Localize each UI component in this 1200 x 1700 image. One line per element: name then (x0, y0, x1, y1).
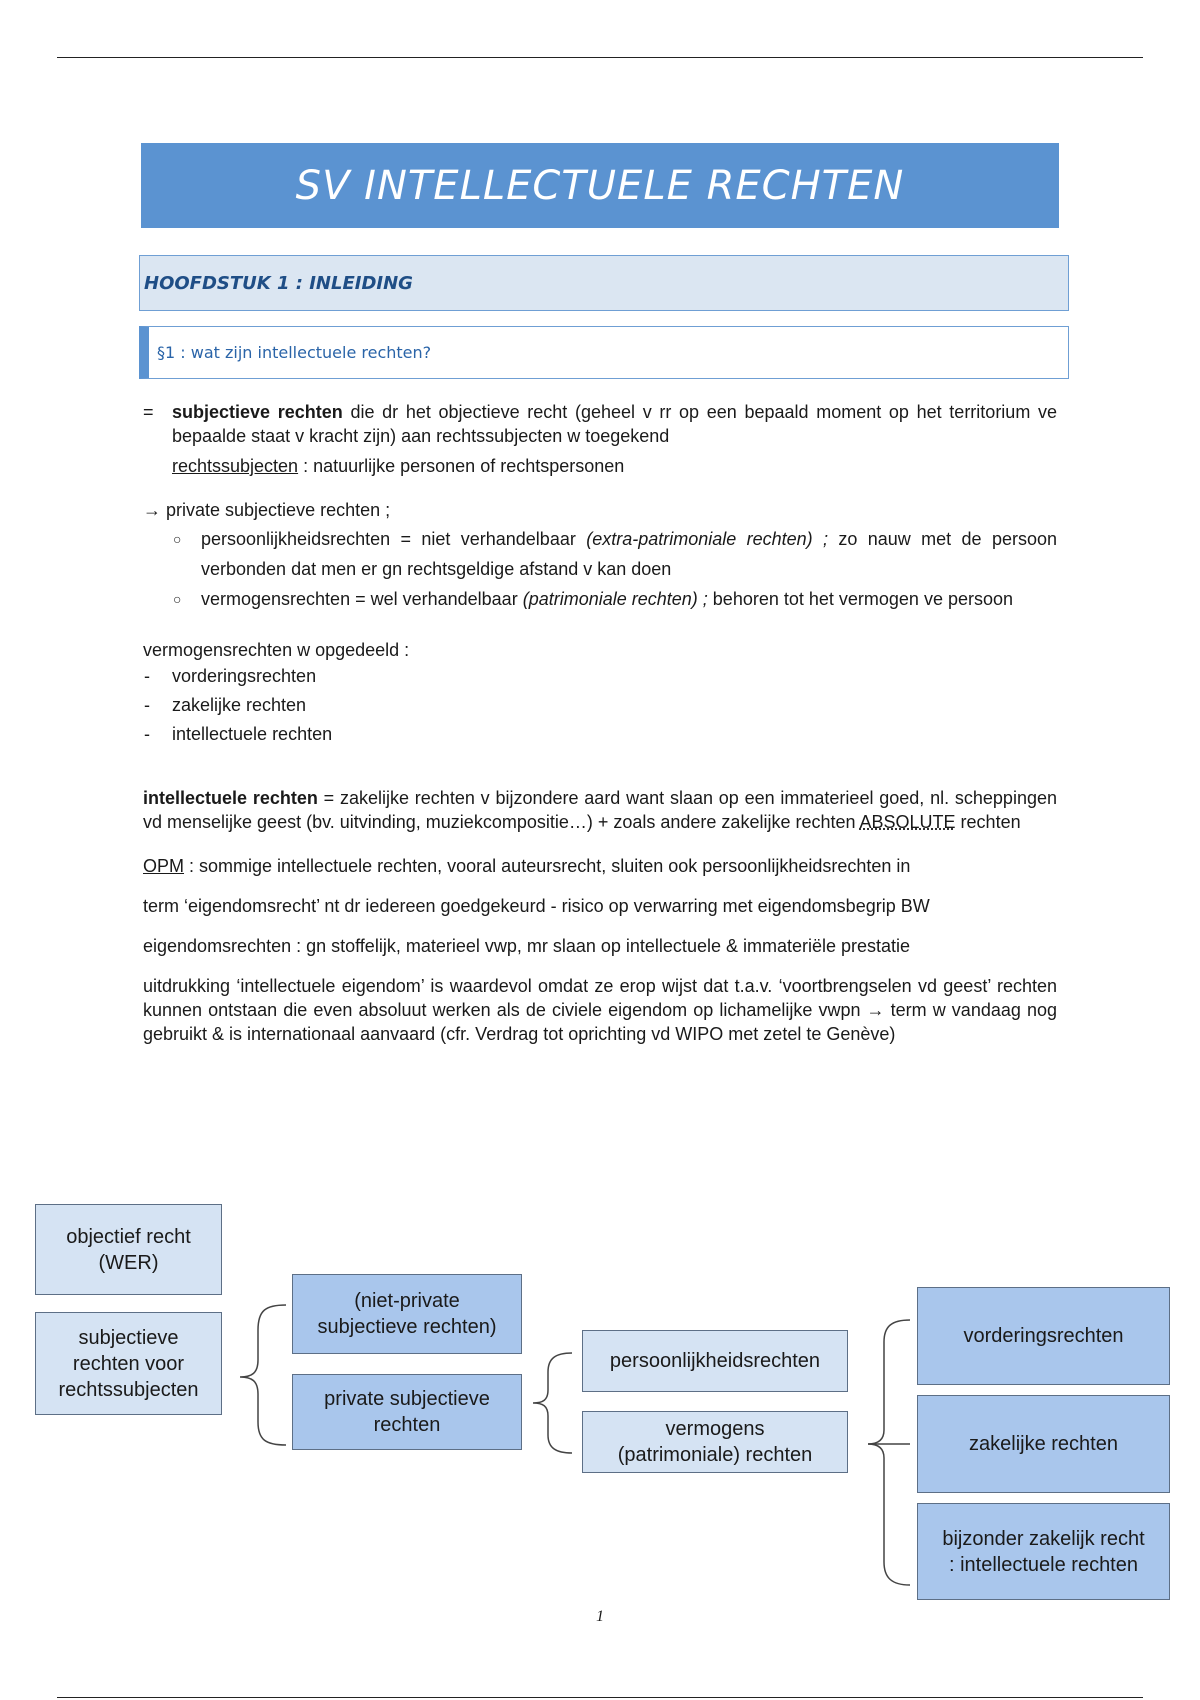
chapter-title: HOOFDSTUK 1 : INLEIDING (144, 272, 413, 294)
bullet-italic: (extra-patrimoniale rechten) ; (586, 529, 829, 549)
bullet-text: persoonlijkheidsrechten = niet verhandelbaar (201, 529, 587, 549)
persoonlijkheid-box (582, 1330, 848, 1392)
note-line: eigendomsrechten : gn stoffelijk, materieel vwp, mr slaan op intellectuele & immateriële prestatie (143, 936, 911, 956)
section-heading (139, 326, 1069, 379)
ir-text: = zakelijke rechten v bijzondere aard want slaan op een immaterieel goed, nl. scheppingen vd menselijke geest (bv. uitvinding, muziekcompositie…) + zoals andere zakelijke rechten (143, 788, 1057, 832)
circle-bullet-icon: ○ (173, 591, 182, 607)
niet-private-box (292, 1274, 522, 1354)
definition-line (143, 454, 1057, 478)
ir-tail: rechten (955, 812, 1021, 832)
bijzonder-zakelijk-label: bijzonder zakelijk recht : intellectuele rechten (942, 1527, 1145, 1576)
body-text (143, 400, 1057, 1046)
document-title-band (141, 143, 1059, 228)
page-number: 1 (596, 1608, 604, 1625)
list-item (143, 524, 1057, 584)
absolute-term: ABSOLUTE (859, 812, 956, 832)
brace-2 (533, 1353, 572, 1453)
vermogens-box (582, 1411, 848, 1473)
brace-1 (240, 1305, 286, 1445)
bullet-text: behoren tot het vermogen ve persoon (707, 589, 1013, 609)
subjectieve-rechten-box (35, 1312, 222, 1415)
intro-bold-term: subjectieve rechten (172, 402, 343, 422)
persoonlijkheid-label: persoonlijkheidsrechten (609, 1350, 821, 1372)
zakelijke-rechten-label: zakelijke rechten (969, 1433, 1118, 1455)
bullet-text: zo nauw met de persoon verbonden dat men er gn rechtsgeldige afstand v kan doen (201, 529, 1057, 579)
ir-bold-term: intellectuele rechten (143, 788, 318, 808)
note-paragraph: uitdrukking ‘intellectuele eigendom’ is waardevol omdat ze erop wijst dat t.a.v. ‘voortbrengselen vd geest’ rechten kunnen ontstaan die even absoluut werken als de civiele eigendom op lichamelijke vwpn → term w vandaag nog gebruikt & is internationaal aanvaard (cfr. Verdrag tot oprichting vd WIPO met zetel te Genève) (143, 976, 1057, 1044)
bullet-italic: (patrimoniale rechten) ; (522, 589, 708, 609)
dash-text: intellectuele rechten (172, 724, 333, 744)
equals-marker: = (143, 402, 154, 422)
niet-private-label: (niet-private subjectieve rechten) (317, 1290, 497, 1338)
list-item (143, 662, 1057, 691)
objectief-recht-box (35, 1204, 222, 1295)
private-label: private subjectieve rechten (324, 1388, 490, 1436)
section-title: §1 : wat zijn intellectuele rechten? (157, 343, 432, 362)
private-heading: → private subjectieve rechten ; (143, 500, 391, 520)
division-heading: vermogensrechten w opgedeeld : (143, 640, 410, 660)
chapter-heading (139, 255, 1069, 311)
dash-text: vorderingsrechten (172, 666, 317, 686)
bijzonder-zakelijk-box (917, 1503, 1170, 1600)
intro-paragraph (143, 400, 1057, 448)
brace-3 (868, 1320, 910, 1585)
dash-marker: - (144, 666, 150, 686)
dash-marker: - (144, 724, 150, 744)
zakelijke-rechten-box (917, 1395, 1170, 1493)
definition-term: rechtssubjecten (172, 456, 299, 476)
private-box (292, 1374, 522, 1450)
vermogens-label: vermogens (patrimoniale) rechten (617, 1418, 813, 1466)
ir-paragraph (143, 786, 1057, 834)
intro-text: die dr het objectieve recht (geheel v rr op een bepaald moment op het territorium ve bepaalde staat v kracht zijn) aan rechtssubjecten w toegekend (172, 402, 1058, 446)
rights-diagram (0, 1190, 1200, 1610)
note-line: term ‘eigendomsrecht’ nt dr iedereen goedgekeurd - risico op verwarring met eigendomsbegrip BW (143, 896, 930, 916)
bullet-text: vermogensrechten = wel verhandelbaar (201, 589, 523, 609)
document-title: SV INTELLECTUELE RECHTEN (295, 162, 905, 209)
subjectieve-rechten-label: subjectieve rechten voor rechtssubjecten (58, 1326, 199, 1401)
list-item (143, 691, 1057, 720)
vorderingsrechten-box (917, 1287, 1170, 1385)
opm-label: OPM (143, 856, 185, 876)
vorderingsrechten-label: vorderingsrechten (963, 1325, 1124, 1347)
bottom-rule (57, 1697, 1143, 1698)
list-item (143, 584, 1057, 614)
circle-bullet-icon: ○ (173, 531, 182, 547)
objectief-recht-label: objectief recht (WER) (66, 1225, 191, 1274)
definition-text: : natuurlijke personen of rechtspersonen (298, 456, 625, 476)
dash-text: zakelijke rechten (172, 695, 307, 715)
list-item (143, 720, 1057, 749)
opm-line (143, 854, 1057, 878)
opm-text: : sommige intellectuele rechten, vooral auteursrecht, sluiten ook persoonlijkheidsrechten in (184, 856, 911, 876)
top-rule (57, 57, 1143, 58)
dash-marker: - (144, 695, 150, 715)
